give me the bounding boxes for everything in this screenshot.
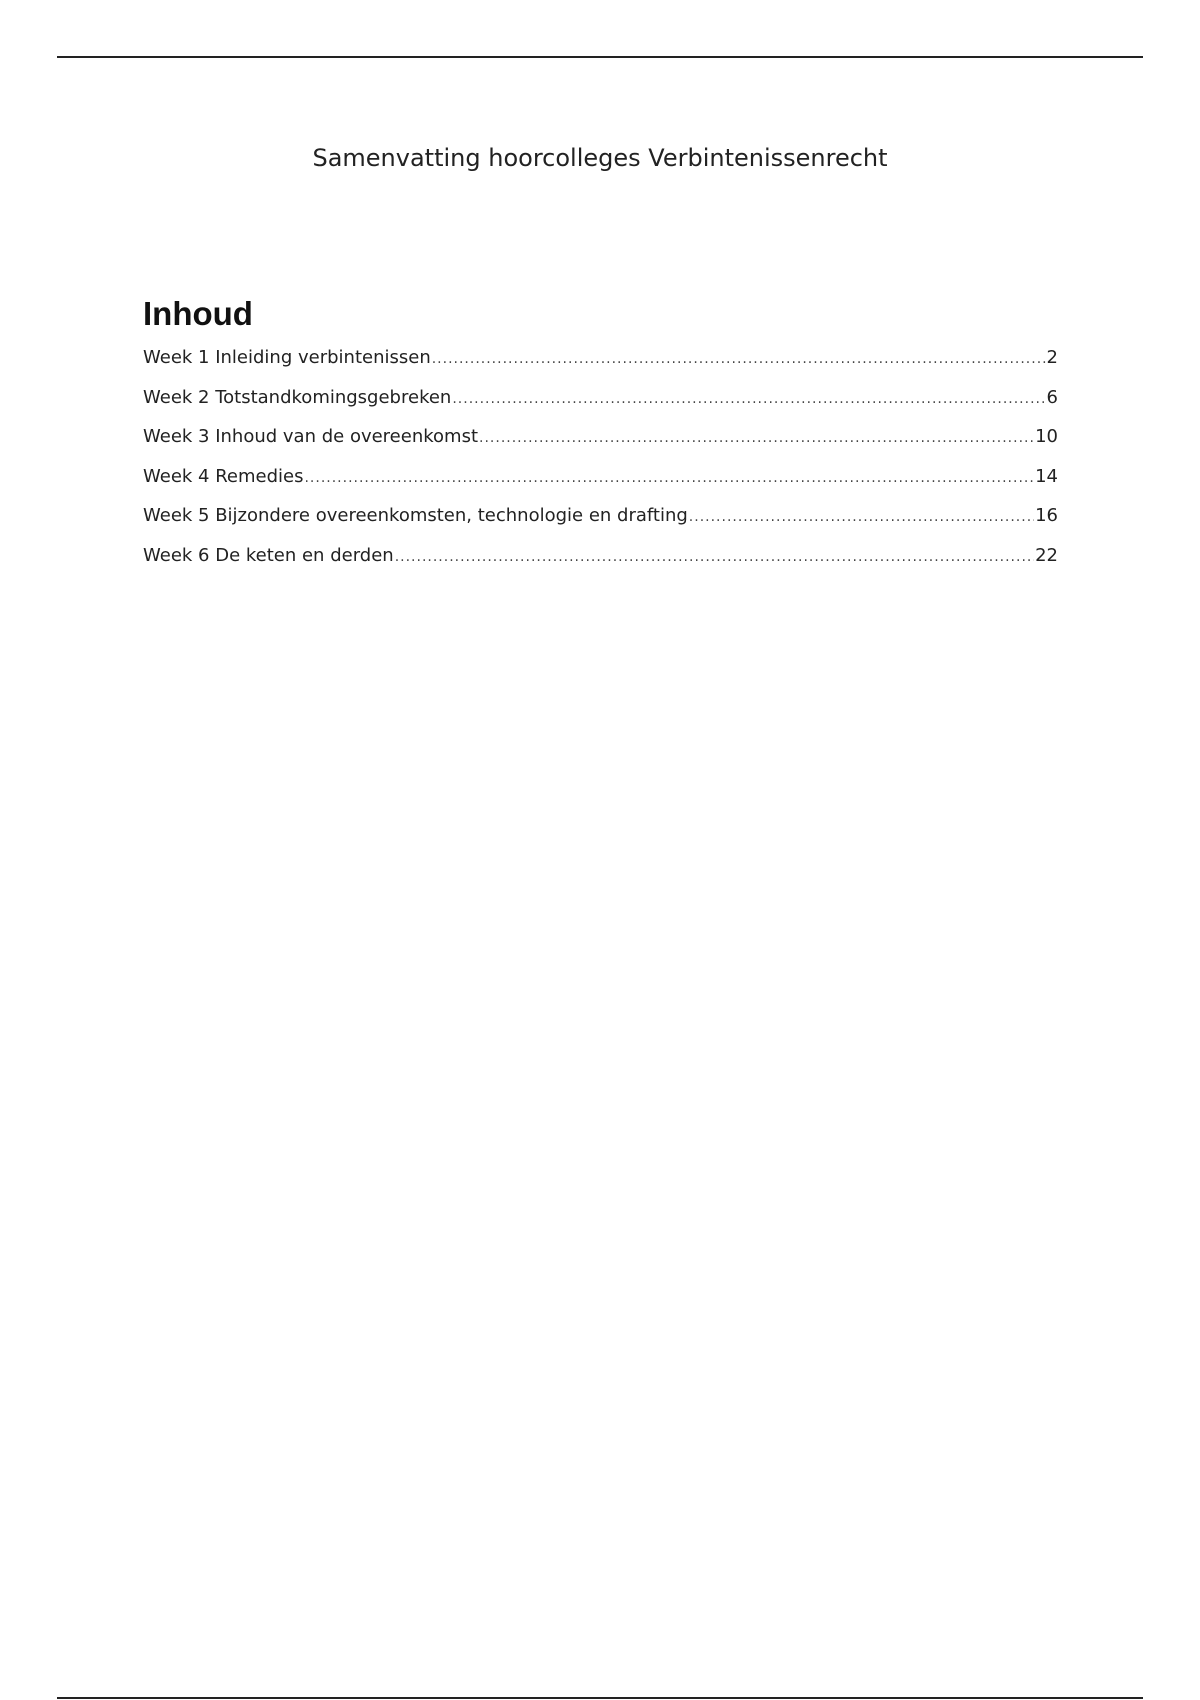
toc-dot-leader	[452, 391, 1045, 407]
toc-entry[interactable]	[143, 505, 1058, 545]
toc-entry-label: Week 1 Inleiding verbintenissen	[143, 347, 431, 368]
toc-entry-page: 2	[1046, 347, 1058, 368]
toc-entry-page: 16	[1035, 505, 1058, 527]
toc-entry[interactable]	[143, 466, 1058, 506]
toc-entry-page: 10	[1035, 426, 1058, 448]
toc-entry-label: Week 2 Totstandkomingsgebreken	[143, 386, 452, 408]
toc-heading: Inhoud	[143, 295, 253, 332]
toc-entry-label: Week 5 Bijzondere overeenkomsten, technologie en drafting	[143, 505, 688, 527]
toc-entry-page: 22	[1035, 544, 1058, 566]
toc-dot-leader	[689, 509, 1034, 525]
toc-entry-page: 6	[1046, 386, 1058, 408]
toc-dot-leader	[479, 430, 1034, 446]
toc-entry[interactable]	[143, 545, 1058, 585]
table-of-contents	[143, 294, 1058, 585]
document-title: Samenvatting hoorcolleges Verbintenissenrecht	[312, 144, 888, 172]
toc-dot-leader	[395, 549, 1034, 565]
toc-entry[interactable]	[143, 426, 1058, 466]
toc-entry-page: 14	[1035, 465, 1058, 487]
footer-rule	[57, 1697, 1143, 1699]
toc-list	[143, 347, 1058, 585]
toc-dot-leader	[304, 470, 1034, 486]
toc-entry[interactable]	[143, 347, 1058, 387]
toc-entry-label: Week 4 Remedies	[143, 465, 304, 487]
toc-dot-leader	[432, 351, 1046, 367]
toc-entry-label: Week 6 De keten en derden	[143, 544, 394, 566]
toc-entry-label: Week 3 Inhoud van de overeenkomst	[143, 426, 479, 448]
toc-entry[interactable]	[143, 387, 1058, 427]
header-rule	[57, 56, 1143, 58]
